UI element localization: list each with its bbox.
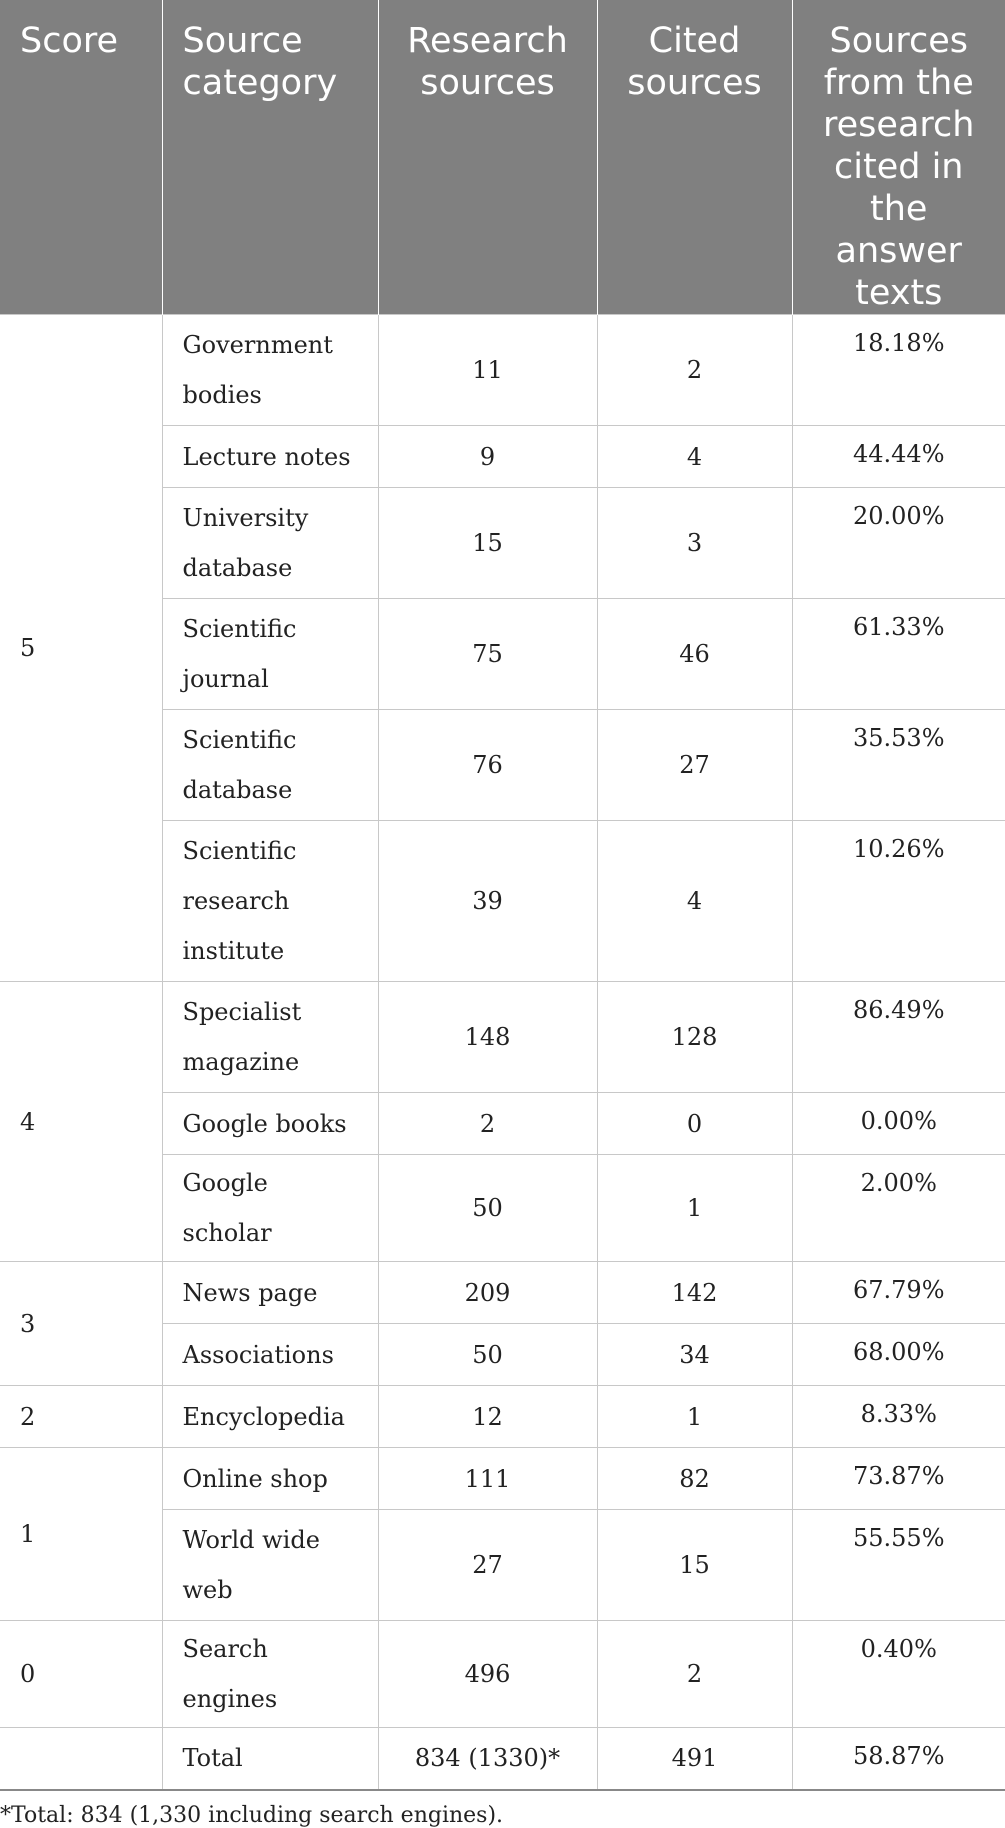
total-cited-cell: 491 — [597, 1728, 792, 1790]
ratio-cell: 86.49% — [792, 982, 1005, 1093]
ratio-cell: 18.18% — [792, 315, 1005, 426]
ratio-cell: 10.26% — [792, 821, 1005, 982]
cited-cell: 128 — [597, 982, 792, 1093]
table-row — [0, 1448, 1005, 1510]
cited-cell: 34 — [597, 1324, 792, 1386]
cited-cell: 3 — [597, 488, 792, 599]
research-cell: 50 — [378, 1155, 597, 1262]
ratio-cell: 2.00% — [792, 1155, 1005, 1262]
cited-cell: 4 — [597, 821, 792, 982]
ratio-cell: 68.00% — [792, 1324, 1005, 1386]
category-cell: Scientific research institute — [162, 821, 378, 982]
category-cell: World wide web — [162, 1510, 378, 1621]
category-cell: Lecture notes — [162, 426, 378, 488]
research-cell: 148 — [378, 982, 597, 1093]
category-cell: Specialist magazine — [162, 982, 378, 1093]
table-row — [0, 315, 1005, 426]
total-label-cell: Total — [162, 1728, 378, 1790]
cited-cell: 1 — [597, 1155, 792, 1262]
category-cell: Search engines — [162, 1621, 378, 1728]
research-cell: 111 — [378, 1448, 597, 1510]
research-cell: 39 — [378, 821, 597, 982]
category-cell: Encyclopedia — [162, 1386, 378, 1448]
header-research-sources: Research sources — [378, 0, 597, 315]
score-cell: 0 — [0, 1621, 162, 1728]
header-score: Score — [0, 0, 162, 315]
score-cell: 5 — [0, 315, 162, 982]
category-cell: Government bodies — [162, 315, 378, 426]
research-cell: 2 — [378, 1093, 597, 1155]
ratio-cell: 8.33% — [792, 1386, 1005, 1448]
research-cell: 209 — [378, 1262, 597, 1324]
research-cell: 75 — [378, 599, 597, 710]
total-score-cell — [0, 1728, 162, 1790]
table-body — [0, 315, 1005, 1790]
score-cell: 4 — [0, 982, 162, 1262]
category-cell: Associations — [162, 1324, 378, 1386]
header-row — [0, 0, 1005, 315]
cited-cell: 46 — [597, 599, 792, 710]
research-cell: 9 — [378, 426, 597, 488]
header-source-category: Source category — [162, 0, 378, 315]
category-cell: Scientific journal — [162, 599, 378, 710]
research-cell: 12 — [378, 1386, 597, 1448]
cited-cell: 142 — [597, 1262, 792, 1324]
table-row — [0, 982, 1005, 1093]
table-footnote: *Total: 834 (1,330 including search engines). — [0, 1802, 504, 1828]
research-cell: 27 — [378, 1510, 597, 1621]
table-header — [0, 0, 1005, 315]
category-cell: Scientific database — [162, 710, 378, 821]
cited-cell: 1 — [597, 1386, 792, 1448]
ratio-cell: 35.53% — [792, 710, 1005, 821]
score-cell: 3 — [0, 1262, 162, 1386]
category-cell: News page — [162, 1262, 378, 1324]
table-row — [0, 1262, 1005, 1324]
cited-cell: 4 — [597, 426, 792, 488]
header-cited-ratio: Sources from the research cited in the answer texts — [792, 0, 1005, 315]
ratio-cell: 0.40% — [792, 1621, 1005, 1728]
ratio-cell: 67.79% — [792, 1262, 1005, 1324]
score-cell: 2 — [0, 1386, 162, 1448]
research-cell: 50 — [378, 1324, 597, 1386]
ratio-cell: 20.00% — [792, 488, 1005, 599]
cited-cell: 82 — [597, 1448, 792, 1510]
research-cell: 11 — [378, 315, 597, 426]
ratio-cell: 73.87% — [792, 1448, 1005, 1510]
ratio-cell: 55.55% — [792, 1510, 1005, 1621]
ratio-cell: 61.33% — [792, 599, 1005, 710]
category-cell: Google books — [162, 1093, 378, 1155]
total-ratio-cell: 58.87% — [792, 1728, 1005, 1790]
table-row — [0, 1621, 1005, 1728]
research-cell: 496 — [378, 1621, 597, 1728]
total-row — [0, 1728, 1005, 1790]
research-cell: 15 — [378, 488, 597, 599]
score-cell: 1 — [0, 1448, 162, 1621]
cited-cell: 2 — [597, 315, 792, 426]
ratio-cell: 44.44% — [792, 426, 1005, 488]
header-cited-sources: Cited sources — [597, 0, 792, 315]
cited-cell: 15 — [597, 1510, 792, 1621]
total-research-cell: 834 (1330)* — [378, 1728, 597, 1790]
category-cell: Online shop — [162, 1448, 378, 1510]
cited-cell: 27 — [597, 710, 792, 821]
cited-cell: 0 — [597, 1093, 792, 1155]
category-cell: University database — [162, 488, 378, 599]
cited-cell: 2 — [597, 1621, 792, 1728]
category-cell: Google scholar — [162, 1155, 378, 1262]
ratio-cell: 0.00% — [792, 1093, 1005, 1155]
research-cell: 76 — [378, 710, 597, 821]
table-row — [0, 1386, 1005, 1448]
